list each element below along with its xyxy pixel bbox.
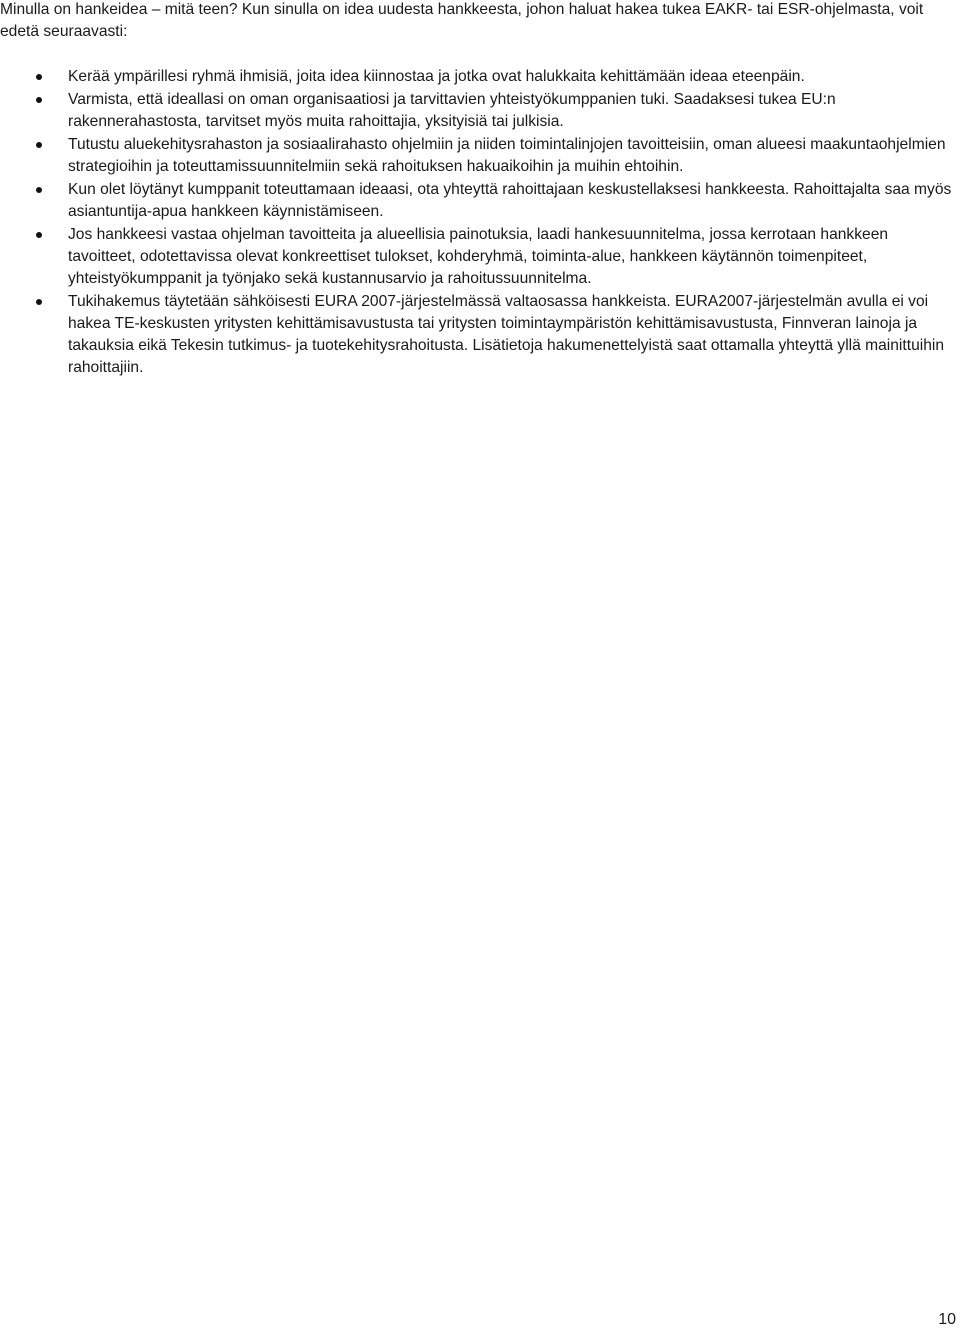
bullet-icon (36, 232, 42, 238)
intro-paragraph: Minulla on hankeidea – mitä teen? Kun sinulla on idea uudesta hankkeesta, johon haluat hakea tukea EAKR- tai ESR-ohjelmasta, voit edetä seuraavasti: (0, 1, 924, 40)
bullet-icon (36, 142, 42, 148)
list-item-text: Jos hankkeesi vastaa ohjelman tavoitteita ja alueellisia painotuksia, laadi hankesuunnitelma, jossa kerrotaan hankkeen tavoitteet, odotettavissa olevat konkreettiset tulokset, kohderyhmä, toiminta-alue, hankkeen käytännön toimenpiteet, yhteistyökumppanit ja työnjako sekä kustannusarvio ja rahoitussuunnitelma. (68, 226, 889, 287)
list-item-text: Tutustu aluekehitysrahaston ja sosiaalirahasto ohjelmiin ja niiden toimintalinjojen tavoitteisiin, oman alueesi maakuntaohjelmien strategioihin ja toteuttamissuunnitelmiin sekä rahoituksen hakuaikoihin ja muihin ehtoihin. (68, 136, 946, 175)
list-item (0, 66, 955, 88)
bullet-icon (36, 187, 42, 193)
list-item (0, 291, 955, 379)
list-item (0, 89, 955, 133)
bullet-list (0, 66, 955, 380)
page-number: 10 (938, 1311, 956, 1328)
list-item (0, 179, 955, 223)
bullet-icon (36, 299, 42, 305)
list-item-text: Kun olet löytänyt kumppanit toteuttamaan ideaasi, ota yhteyttä rahoittajaan keskustellaksesi hankkeesta. Rahoittajalta saa myös asiantuntija-apua hankkeen käynnistämiseen. (68, 181, 952, 220)
list-item-text: Tukihakemus täytetään sähköisesti EURA 2007-järjestelmässä valtaosassa hankkeista. EURA2007-järjestelmän avulla ei voi hakea TE-keskusten yritysten kehittämisavustusta tai yritysten toimintaympäristön kehittämisavustusta, Finnveran lainoja ja takauksia eikä Tekesin tutkimus- ja tuotekehitysrahoitusta. Lisätietoja hakumenettelyistä saat ottamalla yhteyttä yllä mainittuihin rahoittajiin. (68, 293, 945, 376)
list-item (0, 134, 955, 178)
list-item-text: Kerää ympärillesi ryhmä ihmisiä, joita idea kiinnostaa ja jotka ovat halukkaita kehittämään ideaa eteenpäin. (68, 68, 805, 85)
bullet-icon (36, 97, 42, 103)
list-item-text: Varmista, että ideallasi on oman organisaatiosi ja tarvittavien yhteistyökumppanien tuki. Saadaksesi tukea EU:n rakennerahastosta, tarvitset myös muita rahoittajia, yksityisiä tai julkisia. (68, 91, 836, 130)
list-item (0, 224, 955, 290)
bullet-icon (36, 74, 42, 80)
